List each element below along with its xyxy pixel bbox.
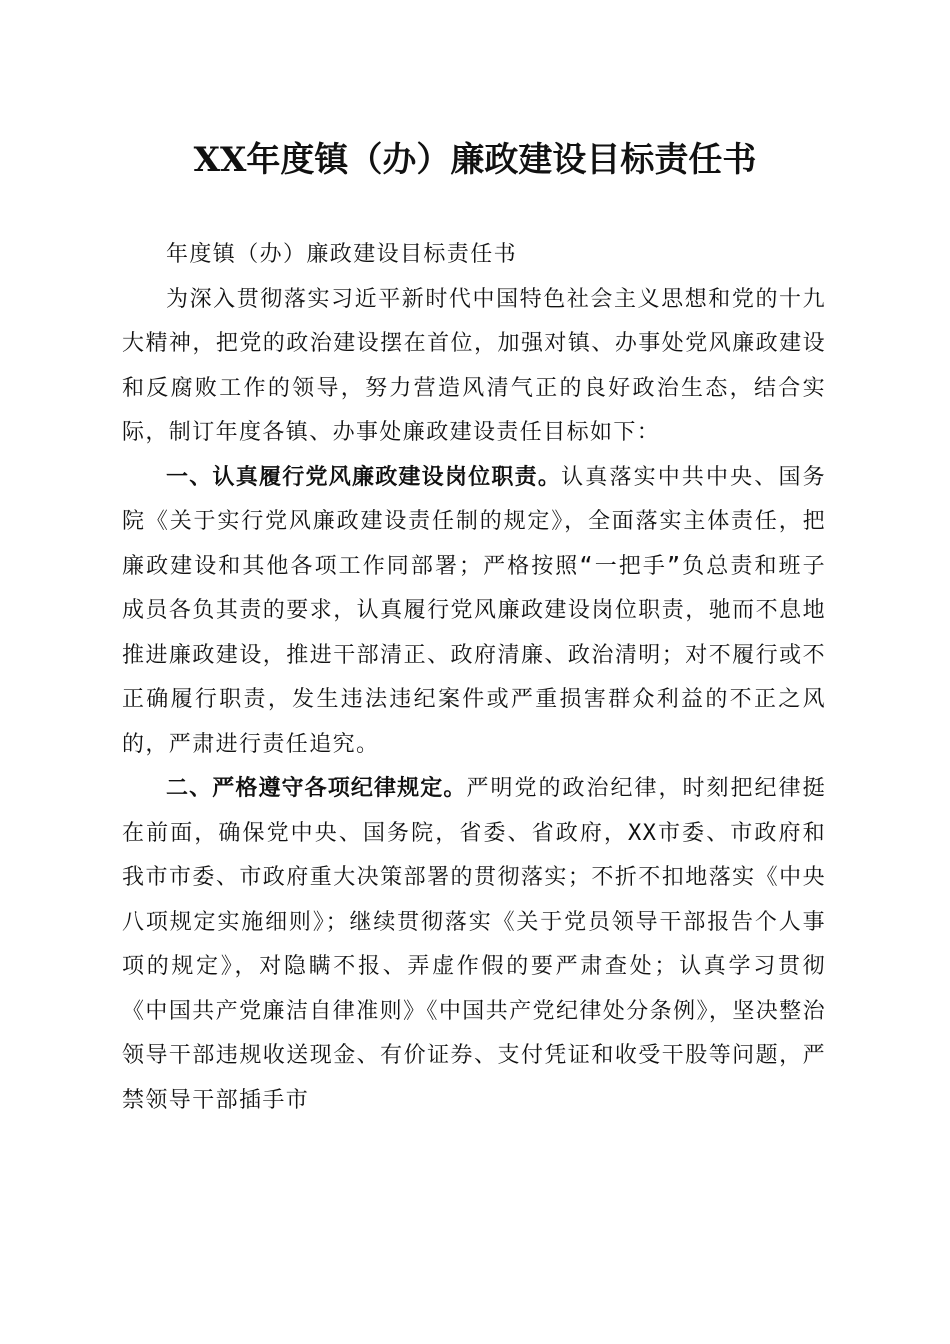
paragraph-subtitle (122, 233, 826, 278)
paragraph-text: 年度镇（办）廉政建设目标责任书 (166, 242, 518, 267)
paragraph-text: 为深入贯彻落实习近平新时代中国特色社会主义思想和党的十九大精神，把党的政治建设摆在首位，加强对镇、办事处党风廉政建设和反腐败工作的领导，努力营造风清气正的良好政治生态，结合实际，制订年度各镇、办事处廉政建设责任目标如下： (122, 286, 826, 445)
document-body (122, 233, 826, 1123)
section-heading-1: 一、认真履行党风廉政建设岗位职责。 (166, 464, 562, 490)
paragraph-intro (122, 278, 826, 456)
document-title: XX年度镇（办）廉政建设目标责任书 (193, 140, 757, 180)
paragraph-text: 严明党的政治纪律，时刻把纪律挺在前面，确保党中央、国务院，省委、省政府，XX市委、市政府和我市市委、市政府重大决策部署的贯彻落实；不折不扣地落实《中央八项规定实施细则》；继续贯彻落实《关于党员领导干部报告个人事项的规定》，对隐瞒不报、弄虚作假的要严肃查处；认真学习贯彻《中国共产党廉洁自律准则》《中国共产党纪律处分条例》，坚决整治领导干部违规收送现金、有价证券、支付凭证和收受干股等问题，严禁领导干部插手市 (122, 776, 826, 1113)
paragraph-section-2 (122, 767, 826, 1123)
paragraph-section-1 (122, 456, 826, 768)
section-heading-2: 二、严格遵守各项纪律规定。 (166, 776, 467, 801)
paragraph-text: 认真落实中共中央、国务院《关于实行党风廉政建设责任制的规定》，全面落实主体责任，把廉政建设和其他各项工作同部署；严格按照“一把手”负总责和班子成员各负其责的要求，认真履行党风廉政建设岗位职责，驰而不息地推进廉政建设，推进干部清正、政府清廉、政治清明；对不履行或不正确履行职责，发生违法违纪案件或严重损害群众利益的不正之风的，严肃进行责任追究。 (122, 464, 826, 757)
